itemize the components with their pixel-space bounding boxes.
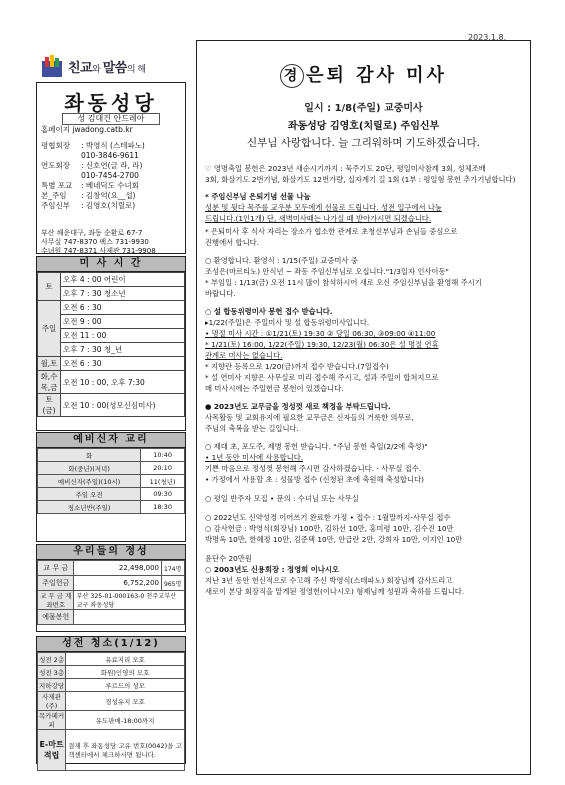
cleaning-area: 목카페커피 (39, 712, 65, 729)
cleaning-group: 유료지리 모호 (66, 653, 185, 666)
mass-times-title: 미 사 시 간 (37, 257, 185, 272)
notice-line: ○ 환영합니다. 환영식 : 1/15(주일) 교중미사 중 (205, 256, 358, 265)
logo-word-4: 의 해 (126, 65, 146, 75)
notice-line: 드립니다.(1인1개) 단, 새벽미사때는 나가실 때 받아가시면 되겠습니다. (205, 214, 432, 223)
cleaning-area: 지하강당 (38, 679, 66, 692)
parish-address (41, 229, 156, 256)
mass-time: 오전 10 : 00, 오후 7:30 (61, 371, 185, 394)
logo-word-1: 친교 (68, 61, 93, 76)
offering-title: 우리들의 정성 (37, 545, 185, 560)
notice-line: 기쁜 마음으로 정성껏 봉헌해 주시면 감사하겠습니다. - 사무실 접수. (205, 464, 422, 473)
notice-line: 진행에서 합니다. (205, 238, 259, 247)
schedule-line: 일시 : 1/8(주일) 교중미사 (304, 103, 423, 114)
cleaning-area: 성전 3층 (38, 666, 66, 679)
cleaning-group: 루르드의 성모 (66, 679, 185, 692)
staff-role: 평협회장 (41, 141, 70, 150)
cleaning-group: 유도판매-18:00까지 (66, 711, 185, 730)
cleaning-table (37, 652, 185, 771)
notice-line: ♡ 영명축일 봉헌은 2023년 새순시기까지 : 묵주기도 20단, 평일미사참례 3회, 성체조배 (205, 164, 486, 173)
staff-value: : 신호연(글 라, 라) (81, 161, 143, 170)
title-emblem: 경 (280, 64, 304, 88)
notice-line: • 가정에서 사용할 초 : 성물방 접수 (신청된 초에 축원해 축성합니다) (205, 475, 424, 484)
address-line: 부산 해운대구, 좌동 순환로 67-7 (41, 229, 143, 237)
mass-time: 오전 10 : 00(성모신심미사) (61, 394, 185, 417)
offering-box (36, 544, 186, 632)
notice-line: * 주임신부님 은퇴기념 선물 나눔 (205, 192, 311, 201)
notice-line: ○ 2003년도 신용회장 : 정영희 이나시오 (205, 565, 339, 574)
offering-count: 174명 (162, 561, 185, 576)
staff-role (41, 171, 81, 181)
catechism-title: 예비신자 교리 (37, 433, 185, 448)
notice-line: 새로이 본당 회장직을 맡게된 정영헌(이나시오) 형제님께 성원과 축하를 드립니다. (205, 587, 465, 596)
notice-line: * 설 연미사 지향은 사무실로 미리 접수해 주시고, 설과 주일이 합쳐지므로 (205, 373, 439, 382)
notice-line: * 지향란 등록으로 1/20(금)까지 접수 받습니다.(7일접수) (205, 362, 389, 371)
notice-line: 조성은(마르티노) 안식년 ~ 좌동 주임신부님로 오십니다."1/3일자 인사이동" (205, 267, 449, 276)
staff-value: : 김영호(치릴로) (81, 201, 136, 210)
catechism-time: 09:30 (141, 488, 185, 501)
main-notice-panel (196, 40, 531, 775)
patron-saint: 성 김대건 안드레아 (62, 113, 160, 125)
staff-role: 주임신부 (41, 201, 70, 210)
offering-amount: 6,752,200 (74, 576, 162, 591)
notice-line: * 은퇴미사 후 식사 자리는 장소가 협소한 관계로 초청신부님과 손님들 중심으로 (205, 227, 458, 236)
cleaning-title: 성전 청소(1/12) (37, 637, 185, 652)
logo-word-2: 와 (92, 65, 103, 75)
catechism-class: 청소년반(주일) (38, 501, 141, 514)
notice-line: ○ 감사헌금 : 박영식(회장님) 100만, 김하선 10만, 홍미령 10만, 김수진 10만 (205, 524, 454, 533)
cleaning-area: 성전 2층 (38, 653, 66, 666)
mass-day: 주일 (38, 301, 61, 357)
mass-time: 오전 6 : 30 (61, 301, 185, 315)
main-title (197, 61, 530, 88)
parish-info-box (36, 82, 186, 254)
notice-line: ○ 2022년도 신약성경 이어쓰기 완료한 가정 • 접수 : 1월말까지-사무실 접수 (205, 513, 451, 522)
staff-role: 특별 포교 (41, 181, 73, 190)
notice-line: 바랍니다. (205, 289, 236, 298)
mass-day: 월,토 (38, 357, 61, 371)
bank-account: 부산 325-01-000163-0 천주교부산교구 좌동성당 (74, 591, 185, 610)
notice-line: 윤단수 20만원 (205, 554, 252, 563)
mass-time: 오후 4 : 00 어린이 (61, 273, 185, 287)
catechism-class: 예비신자(주일)(10시) (38, 475, 141, 488)
offering-count: 965명 (162, 576, 185, 591)
phone-line: 수녀원 747-8371 사제관 731-9908 (41, 247, 156, 255)
notice-line: 3회, 화살기도 2번기념, 화살기도 12번가량, 십자계기 길 1회 (1부 : 평일형 봉헌 추가기념합니다) (205, 175, 516, 184)
mass-times-table (37, 272, 185, 417)
emart-text: 결재 후 좌동성당 고유 번호(0042)을 고객센터에서 체크하시면 됩니다. (66, 730, 185, 771)
cleaning-group: 경성유지 모호 (66, 692, 185, 711)
logo-word-3: 말씀 (102, 61, 127, 76)
mass-time: 오후 7 : 30 청소년 (61, 287, 185, 301)
bulletin-date: 2023.1.8. (468, 33, 507, 42)
offering-label: 교 무 금 계좌번호 (38, 591, 74, 610)
catechism-class: 화 (38, 449, 141, 462)
mass-day: 토 (38, 273, 61, 301)
emart-label: E-마트 적립 (38, 730, 66, 771)
staff-value: : 베네딕도 수녀회 (81, 181, 140, 190)
notice-line: • 1년 동안 미사에 사용합니다. (205, 453, 304, 462)
offering-label: 예물봉헌 (38, 610, 74, 625)
year-theme-logo (40, 55, 190, 79)
catechism-time: 18:30 (141, 501, 185, 514)
priest-line: 좌동성당 김영호(치릴로) 주임신부 (287, 121, 440, 132)
catechism-class: 주일 오전 (38, 488, 141, 501)
mass-times-box (36, 256, 186, 431)
notice-line: * 부임일 : 1/13(금) 오전 11시 많이 참석하시어 새로 오신 주임신부님을 환영해 주시기 (205, 278, 482, 287)
church-logo-icon (40, 55, 64, 77)
notice-line: 관계로 미사는 없습니다. (205, 351, 283, 360)
church-name: 좌동성당 (64, 91, 158, 115)
staff-role: 본_주임 (41, 191, 67, 200)
notice-line: 매 미사시에는 주일헌금 봉헌이 있겠습니다. (205, 384, 344, 393)
notice-line: ▸1/22(주일)은 주일미사 및 설 합동위령미사입니다. (205, 318, 370, 327)
staff-role (41, 151, 81, 161)
notice-line: ○ 설 합동위령미사 봉헌 접수 받습니다. (205, 307, 333, 316)
notice-line: 박명옥 10만, 한혜정 10만, 김준택 10만, 안급란 2만, 강희자 10만, 이지인 10만 (205, 535, 463, 544)
cleaning-area: 사제관(주) (38, 692, 66, 711)
mass-time: 오전 11 : 00 (61, 329, 185, 343)
staff-role: 연도회장 (41, 161, 70, 170)
catechism-time: 11(청년) (141, 475, 185, 488)
mass-time: 오전 9 : 00 (61, 315, 185, 329)
offering-amount: 22,498,000 (74, 561, 162, 576)
mass-day: 토(금) (38, 394, 61, 417)
notice-line: 성분 및 뒷다 목주를 교우분 모두에게 선물로 드립니다. 성전 입구에서 나눔 (205, 203, 442, 212)
mass-time: 오후 7 : 30 청_년 (61, 343, 185, 357)
notice-line: 지난 3년 동안 헌신적으로 수고해 주신 박영식(스테파노) 회장님께 감사드리고 (205, 576, 453, 585)
notice-line: * 1/21(토) 16:00, 1/22(주일) 19:30, 12/23(월) 06:30은 설 명절 연휴 (205, 340, 439, 349)
notice-line: 주님의 축복을 받는 길입니다. (205, 424, 299, 433)
catechism-box (36, 432, 186, 542)
notice-line: ● 2023년도 교무금을 정성껏 새로 책정을 부탁드립니다. (205, 402, 391, 411)
staff-value: : 박영식 (스테파노) (81, 141, 145, 150)
offering-table (37, 560, 185, 625)
mass-time: 오전 6 : 30 (61, 357, 185, 371)
staff-value: : 김창억(요__섭) (81, 191, 136, 200)
catechism-table (37, 448, 185, 514)
phone-line: 사무실 747-8370 팩스 731-9930 (41, 238, 149, 246)
staff-list (41, 141, 145, 211)
notice-line: ○ 평일 반주자 모집 • 문의 : 수녀님 또는 사무실 (205, 494, 359, 503)
cleaning-box (36, 636, 186, 764)
mass-day: 화,수 목,금 (38, 371, 61, 394)
notice-line: 사목활동 및 교회유지에 필요한 교무금은 신자들의 거룩한 의무로, (205, 413, 414, 422)
staff-value: 010-7454-2700 (81, 171, 139, 180)
message-line: 신부님 사랑합니다. 늘 그리워하며 기도하겠습니다. (246, 137, 481, 149)
notice-line: ○ 제대 초, 포도주, 제병 봉헌 받습니다. "주님 봉헌 축일(2/2에 축성)" (205, 442, 428, 451)
notice-line: • 명절 미사 시간 : ①1/21(토) 19:30 ② 당일 06:30, ③09:00 ④11:00 (205, 329, 436, 338)
homepage-link[interactable]: 홈페이지 jwadong.catb.kr (41, 125, 133, 134)
staff-value: 010-3846-9611 (81, 151, 139, 160)
offering-label: 교 무 금 (38, 561, 74, 576)
cleaning-group: 화원)인영의 모호 (66, 666, 185, 679)
catechism-time: 10:40 (141, 449, 185, 462)
catechism-time: 20:10 (141, 462, 185, 475)
main-title-text: 은퇴 감사 미사 (306, 65, 447, 86)
catechism-class: 화(중년)(저녁) (38, 462, 141, 475)
offering-label: 주일헌금 (38, 576, 74, 591)
